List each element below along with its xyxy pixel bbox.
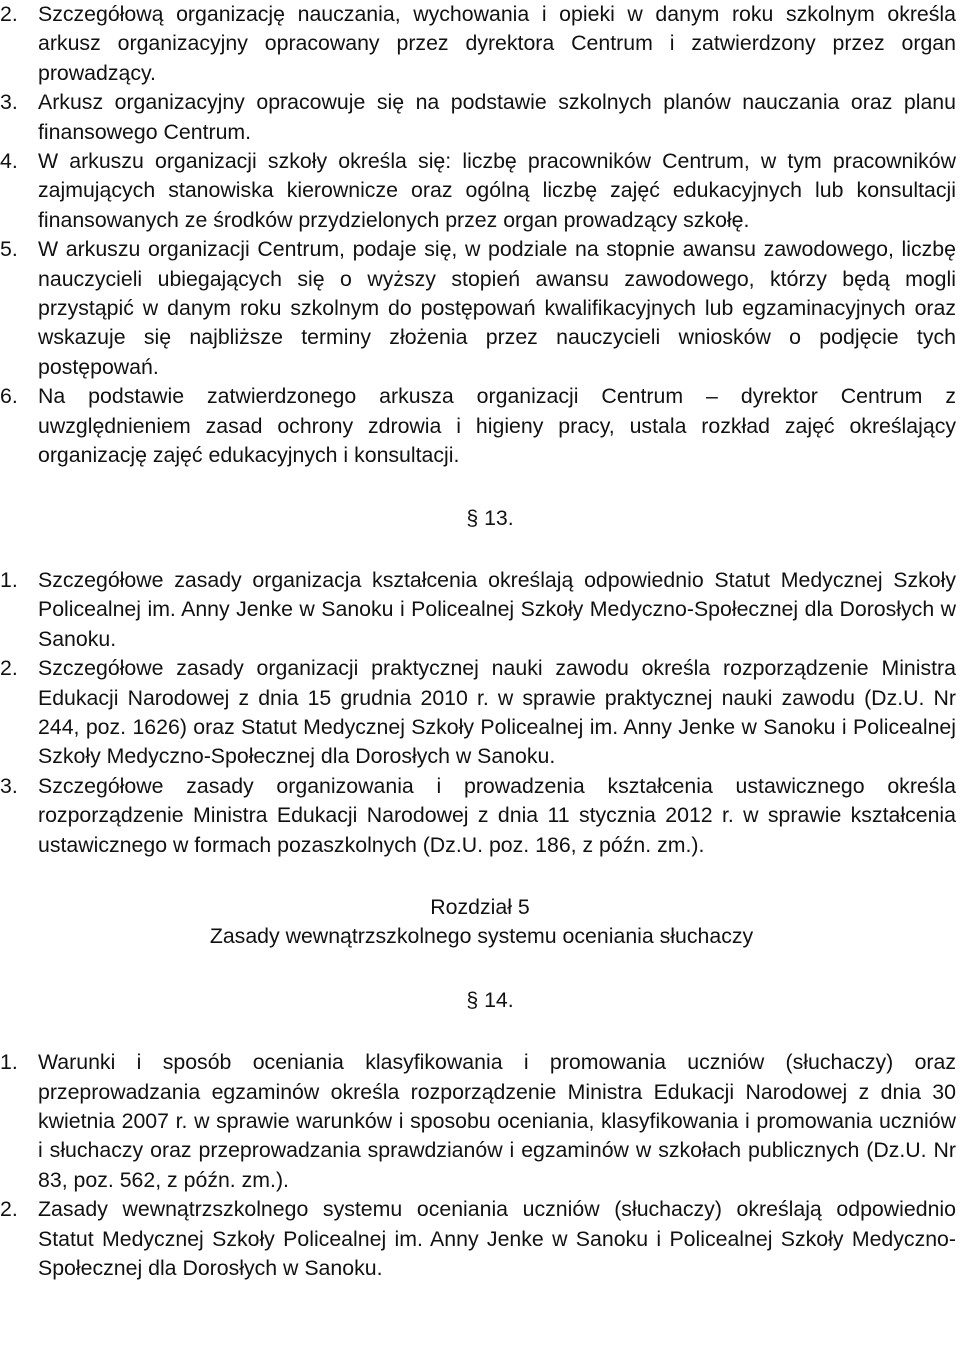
item-number: 1. [0,1050,18,1075]
list-item [0,0,960,88]
list-item [0,654,960,772]
section-heading-14: § 14. [466,987,514,1012]
item-text: W arkuszu organizacji Centrum, podaje się, w podziale na stopnie awansu zawodowego, liczbę nauczycieli ubiegających się o wyższy stopień awansu zawodowego, którzy będą mogli przystąpić w danym roku szkolnym do postępowań kwalifikacyjnych lub egzaminacyjnych oraz wskazuje się najbliższe terminy złożenia przez nauczycieli wniosków o podjęcie tych postępowań. [38,237,956,379]
item-number: 3. [0,773,18,798]
item-text: Szczegółowe zasady organizacja kształcenia określają odpowiednio Statut Medycznej Szkoły Policealnej im. Anny Jenke w Sanoku i Policealnej Szkoły Medyczno-Społecznej dla Dorosłych w Sanoku. [38,567,956,651]
item-number: 1. [0,567,18,592]
chapter-subtitle: Zasady wewnątrzszkolnego systemu oceniania słuchaczy [209,924,754,949]
item-number: 3. [0,90,18,115]
list-item [0,382,960,470]
item-text: Warunki i sposób oceniania klasyfikowania i promowania uczniów (słuchaczy) oraz przeprowadzania egzaminów określa rozporządzenie Ministra Edukacji Narodowej z dnia 30 kwietnia 2007 r. w sprawie warunków i sposobu oceniania, klasyfikowania i promowania uczniów i słuchaczy oraz przeprowadzania sprawdzianów i egzaminów w szkołach publicznych (Dz.U. Nr 83, poz. 562, z późn. zm.). [38,1050,956,1192]
item-number: 6. [0,384,18,409]
item-text: Arkusz organizacyjny opracowuje się na podstawie szkolnych planów nauczania oraz planu finansowego Centrum. [38,90,956,144]
item-text: Zasady wewnątrzszkolnego systemu oceniania uczniów (słuchaczy) określają odpowiednio Statut Medycznej Szkoły Policealnej im. Anny Jenke w Sanoku i Policealnej Szkoły Medyczno-Społecznej dla Dorosłych w Sanoku. [38,1197,956,1281]
item-number: 4. [0,149,18,174]
paragraph-list-1 [0,0,960,471]
list-item [0,772,960,860]
item-text: Szczegółową organizację nauczania, wychowania i opieki w danym roku szkolnym określa arkusz organizacyjny opracowany przez dyrektora Centrum i zatwierdzony przez organ prowadzący. [38,2,956,85]
paragraph-list-2 [0,566,960,860]
item-number: 2. [0,1197,18,1222]
paragraph-list-3 [0,1048,960,1283]
item-number: 5. [0,237,18,262]
chapter-heading [0,893,960,952]
item-text: Na podstawie zatwierdzonego arkusza organizacji Centrum – dyrektor Centrum z uwzględnieniem zasad ochrony zdrowia i higieny pracy, ustala rozkład zajęć określający organizację zajęć edukacyjnych i konsultacji. [38,384,956,468]
list-item [0,1048,960,1195]
section-heading-13: § 13. [466,505,514,530]
list-item [0,566,960,654]
list-item [0,147,960,235]
item-text: Szczegółowe zasady organizowania i prowadzenia kształcenia ustawicznego określa rozporządzenie Ministra Edukacji Narodowej z dnia 11 stycznia 2012 r. w sprawie kształcenia ustawicznego w formach pozaszkolnych (Dz.U. poz. 186, z późn. zm.). [38,773,956,857]
item-number: 2. [0,2,18,26]
list-item [0,88,960,147]
item-number: 2. [0,656,18,681]
list-item [0,235,960,382]
item-text: Szczegółowe zasady organizacji praktycznej nauki zawodu określa rozporządzenie Ministra Edukacji Narodowej z dnia 15 grudnia 2010 r. w sprawie praktycznej nauki zawodu (Dz.U. Nr 244, poz. 1626) oraz Statut Medycznej Szkoły Policealnej im. Anny Jenke w Sanoku i Policealnej Szkoły Medyczno-Społecznej dla Dorosłych w Sanoku. [38,656,956,769]
list-item [0,1195,960,1283]
chapter-title: Rozdział 5 [430,894,530,919]
item-text: W arkuszu organizacji szkoły określa się: liczbę pracowników Centrum, w tym pracowników zajmujących stanowiska kierownicze oraz ogólną liczbę zajęć edukacyjnych lub konsultacji finansowanych ze środków przydzielonych przez organ prowadzący szkołę. [38,149,956,232]
